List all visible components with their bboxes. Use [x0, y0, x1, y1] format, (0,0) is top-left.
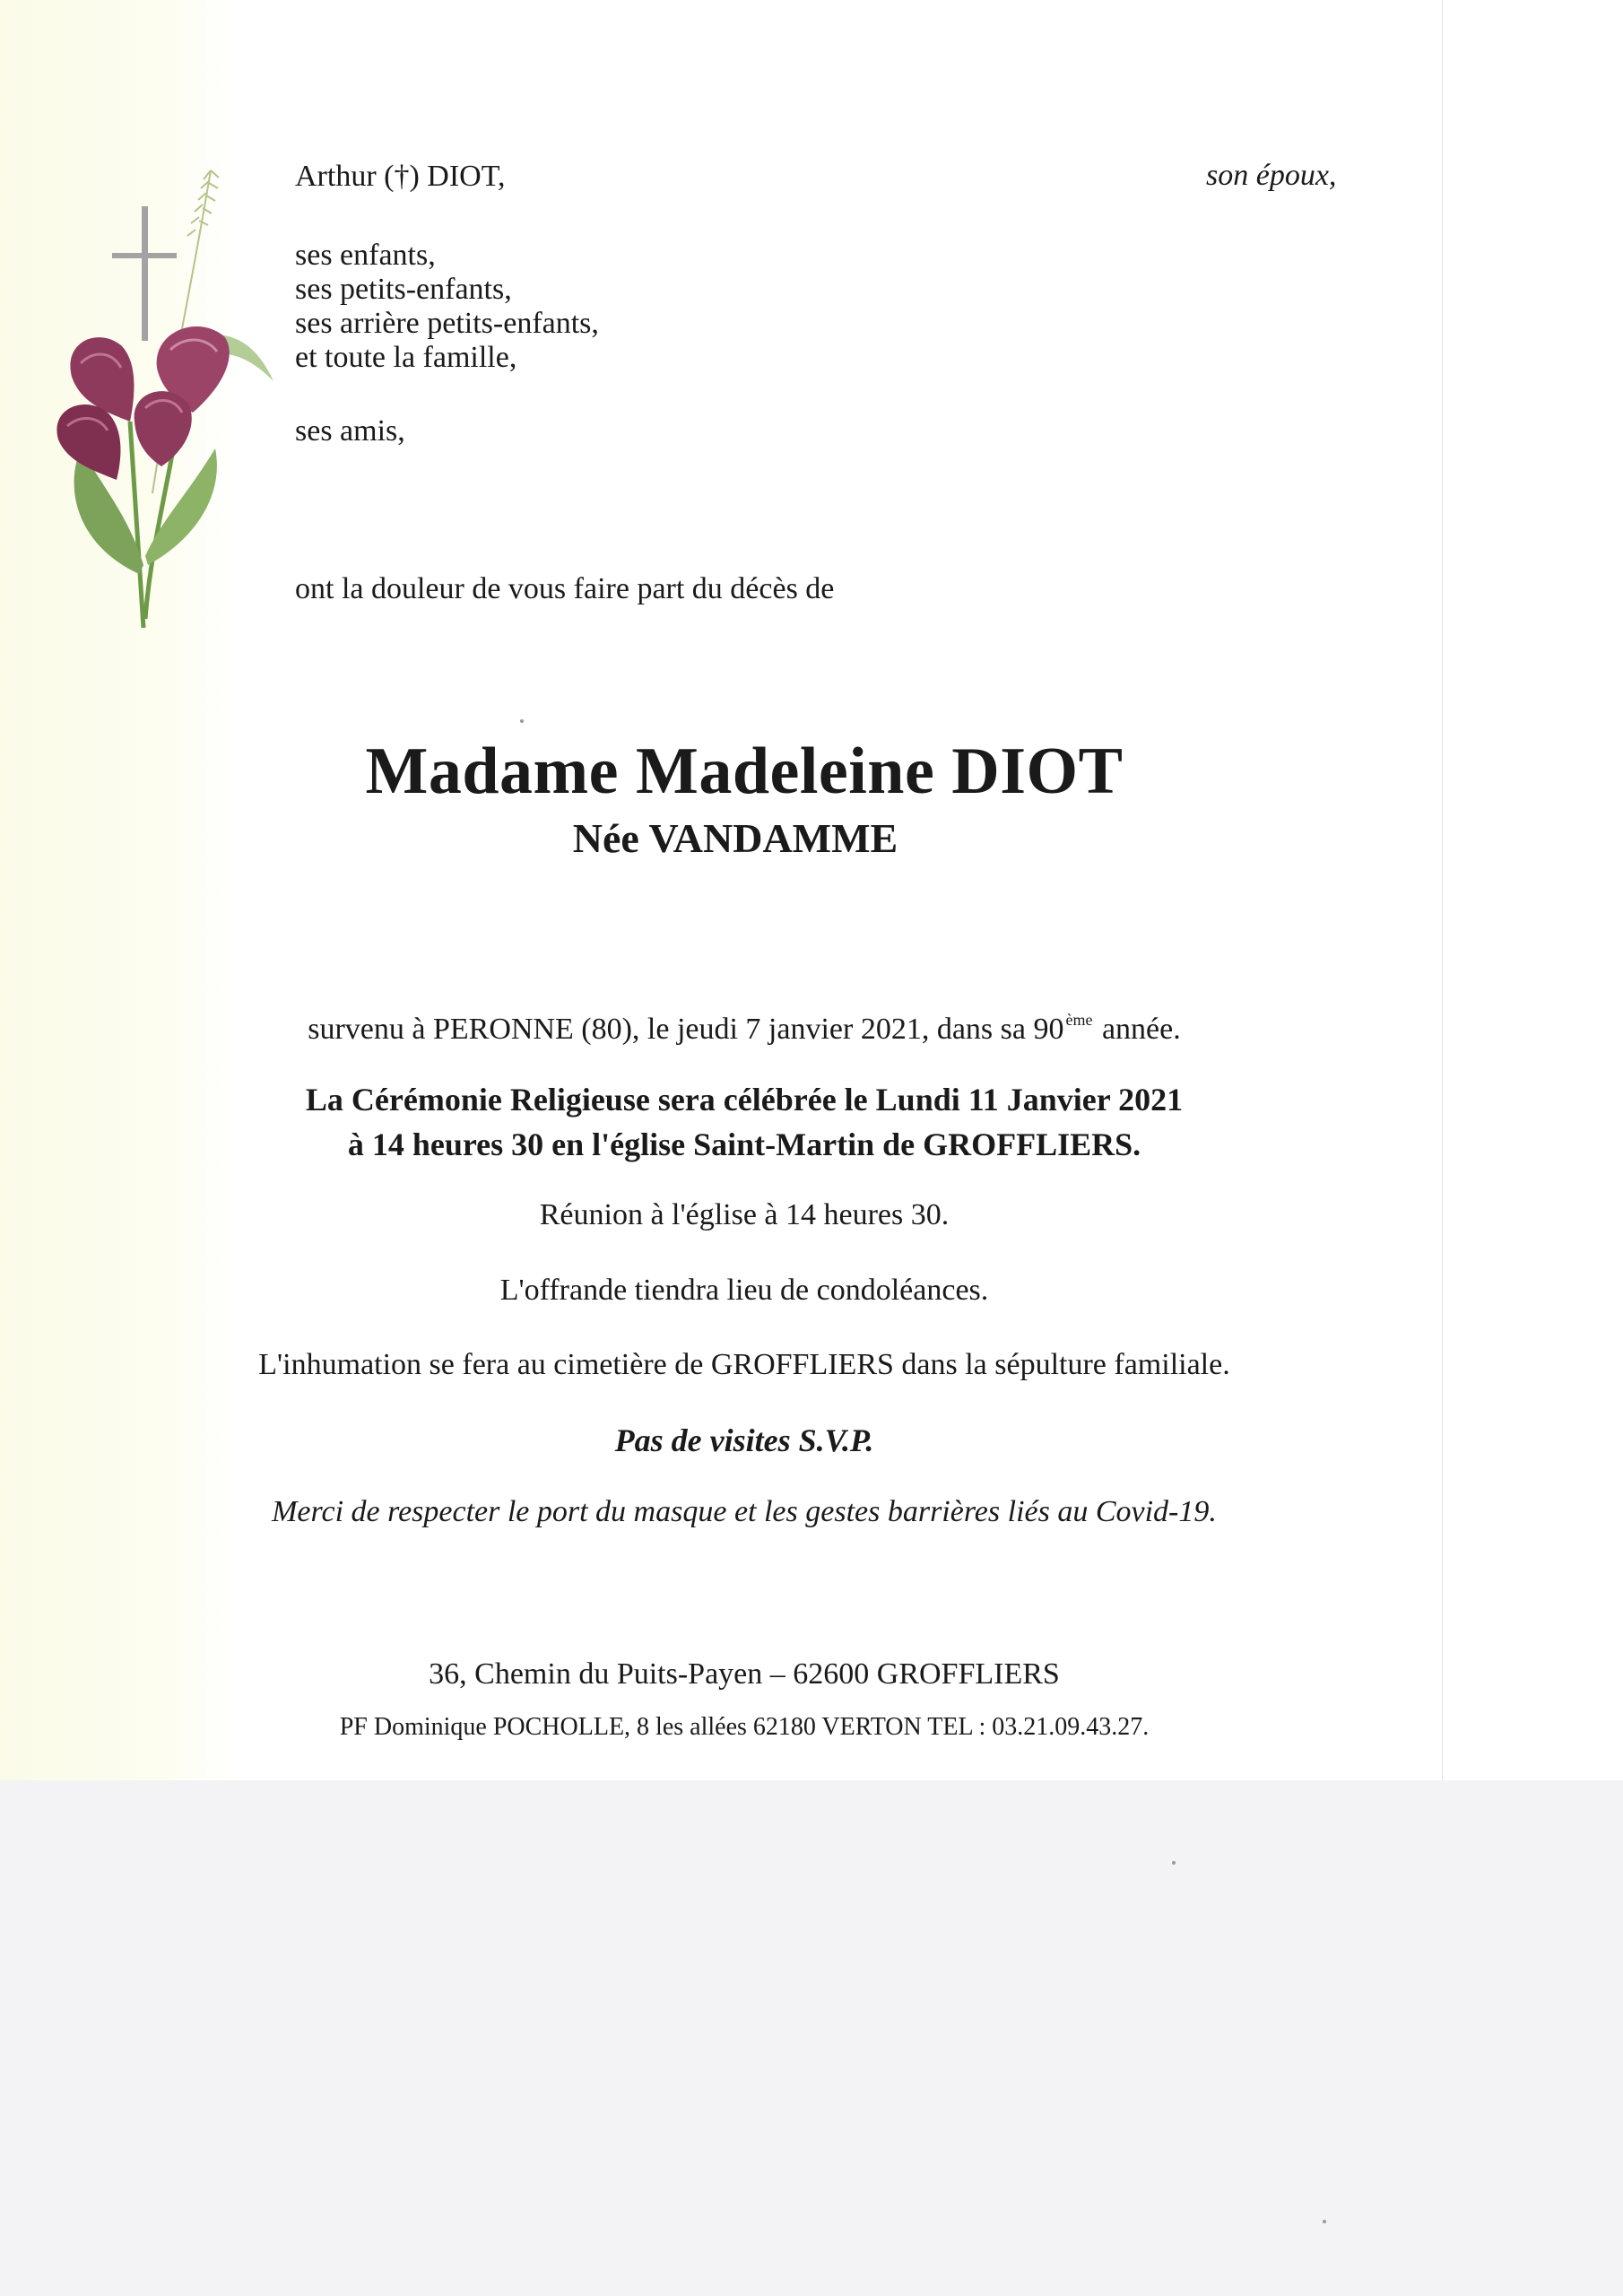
scan-speck — [520, 719, 524, 723]
calla-lily-icon — [135, 391, 192, 466]
meeting-text: Réunion à l'église à 14 heures 30. — [539, 1198, 950, 1231]
death-text-end: année. — [1101, 1013, 1181, 1046]
deceased-name: Madame Madeleine DIOT — [365, 735, 1124, 808]
maiden-name: Née VANDAMME — [572, 815, 898, 861]
family-list — [295, 161, 599, 447]
address-text: 36, Chemin du Puits-Payen – 62600 GROFFLIERS — [429, 1657, 1060, 1691]
ordinal-suffix: ème — [1065, 1011, 1093, 1029]
ceremony-line-2: à 14 heures 30 en l'église Saint-Martin de GROFFLIERS. — [347, 1126, 1141, 1162]
scan-speck — [1323, 2220, 1326, 2223]
spouse-name: Arthur (†) DIOT, — [295, 160, 506, 193]
death-details — [0, 1011, 1488, 1047]
no-visits-text: Pas de visites S.V.P. — [614, 1422, 874, 1458]
children-line: ses enfants, — [295, 239, 436, 272]
burial-text: L'inhumation se fera au cimetière de GROFFLIERS dans la sépulture familiale. — [258, 1348, 1230, 1381]
covid-notice: Merci de respecter le port du masque et les gestes barrières liés au Covid-19. — [272, 1495, 1217, 1528]
grandchildren-line: ses petits-enfants, — [295, 273, 512, 306]
offering-text: L'offrande tiendra lieu de condoléances. — [499, 1274, 989, 1307]
funeral-home-text: PF Dominique POCHOLLE, 8 les allées 62180 VERTON TEL : 03.21.09.43.27. — [339, 1713, 1150, 1741]
spouse-relation: son époux, — [1206, 159, 1337, 192]
death-text: survenu à PERONNE (80), le jeudi 7 janvier 2021, dans sa 90 — [308, 1013, 1064, 1046]
announcement-text: ont la douleur de vous faire part du décès de — [295, 572, 835, 605]
whole-family-line: et toute la famille, — [295, 341, 517, 374]
cross-icon — [112, 206, 177, 341]
ceremony-line-1: La Cérémonie Religieuse sera célébrée le Lundi 11 Janvier 2021 — [305, 1082, 1184, 1118]
lily-flower-illustration — [45, 152, 287, 637]
friends-line: ses amis, — [295, 414, 405, 448]
great-grandchildren-line: ses arrière petits-enfants, — [295, 307, 599, 340]
scan-background — [0, 1780, 1623, 2296]
scan-speck — [1172, 1861, 1176, 1865]
